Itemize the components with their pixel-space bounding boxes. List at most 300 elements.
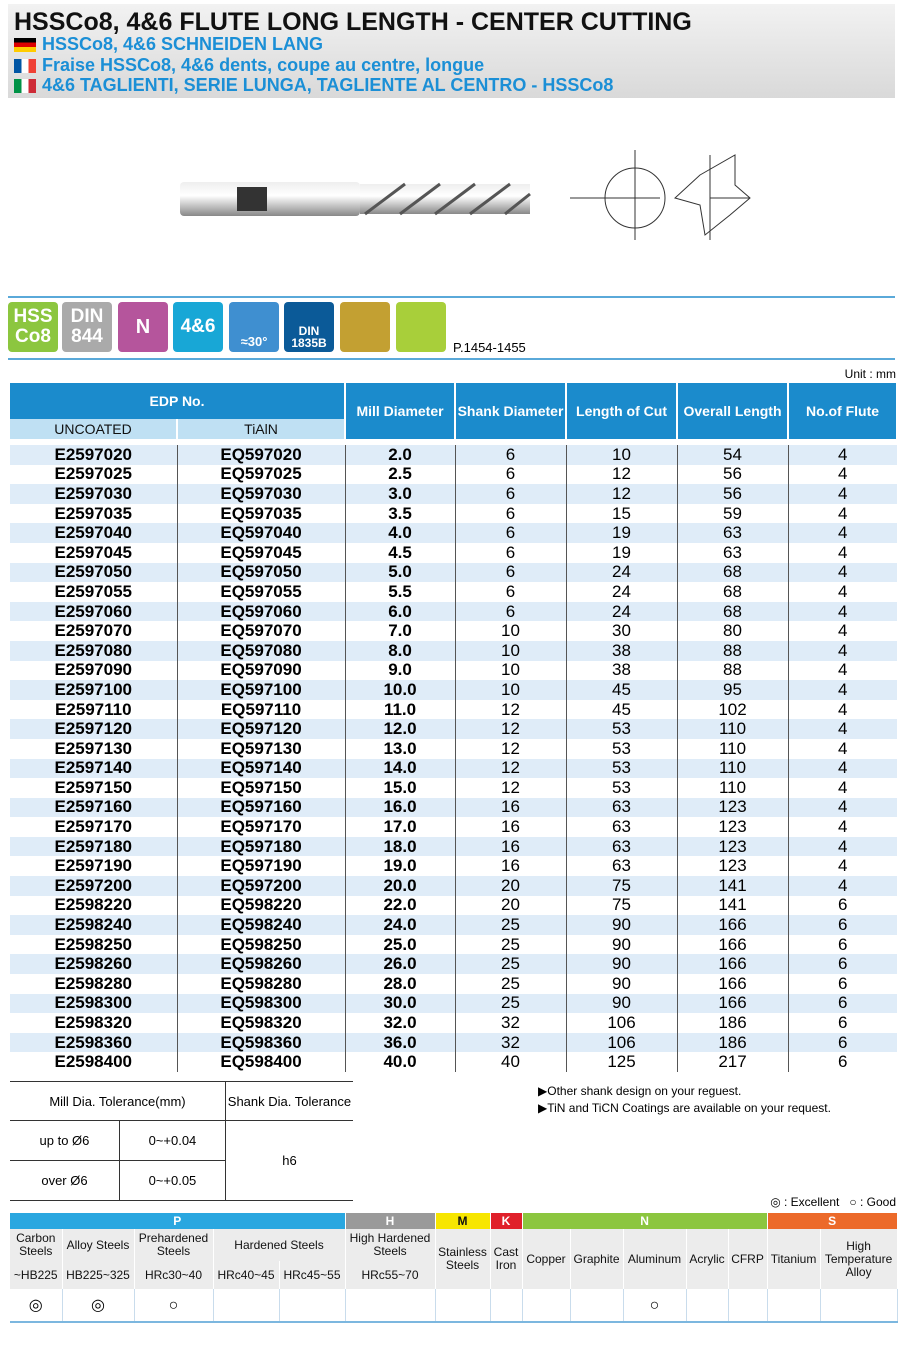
mill-diameter: 19.0 — [345, 856, 455, 876]
uncoated-edp: E2597060 — [10, 602, 177, 622]
uncoated-edp: E2598240 — [10, 915, 177, 935]
overall-length: 95 — [677, 680, 788, 700]
length-of-cut: 38 — [566, 661, 677, 681]
hardness: HRc55~70 — [345, 1261, 435, 1289]
subtitle-text: Fraise HSSCo8, 4&6 dents, coupe au centre, longue — [42, 55, 485, 75]
shank-diameter: 6 — [455, 543, 566, 563]
length-of-cut: 90 — [566, 954, 677, 974]
table-row — [10, 1013, 897, 1033]
shank-diameter: 10 — [455, 621, 566, 641]
table-row — [10, 661, 897, 681]
mill-diameter: 2.5 — [345, 465, 455, 485]
tolerance-value: 0~+0.04 — [119, 1121, 225, 1161]
flute-count: 4 — [788, 719, 897, 739]
flute-count: 6 — [788, 954, 897, 974]
mill-diameter-header: Mill Diameter — [345, 383, 455, 439]
uncoated-edp: E2598320 — [10, 1013, 177, 1033]
end-mill-illustration — [175, 140, 755, 250]
length-of-cut: 75 — [566, 876, 677, 896]
table-row — [10, 504, 897, 524]
note-text: Other shank design on your reguest. — [547, 1084, 742, 1098]
flute-count: 4 — [838, 464, 848, 484]
flute-count: 4 — [838, 777, 848, 797]
mill-diameter: 6.0 — [345, 602, 455, 622]
table-row — [10, 954, 897, 974]
length-of-cut: 53 — [566, 719, 677, 739]
tialn-edp: EQ598240 — [177, 915, 345, 935]
length-of-cut: 90 — [566, 915, 677, 935]
length-of-cut: 10 — [566, 445, 677, 465]
uncoated-edp: E2597050 — [10, 563, 177, 583]
shank-diameter: 6 — [455, 504, 566, 524]
shank-diameter: 16 — [455, 856, 566, 876]
length-of-cut: 53 — [566, 778, 677, 798]
tialn-edp: EQ597140 — [177, 759, 345, 779]
flute-count: 4 — [838, 738, 848, 758]
tialn-edp: EQ597020 — [177, 445, 345, 465]
tialn-edp: EQ598260 — [177, 954, 345, 974]
overall-length: 110 — [677, 778, 788, 798]
din-844-icon: DIN 844 — [62, 302, 112, 352]
overall-length: 141 — [677, 896, 788, 916]
mill-diameter: 5.5 — [345, 582, 455, 602]
uncoated-edp: E2598360 — [10, 1033, 177, 1053]
table-row — [10, 641, 897, 661]
shank-diameter: 6 — [455, 445, 566, 465]
tialn-edp: EQ598220 — [177, 896, 345, 916]
flute-count: 4 — [788, 484, 897, 504]
shank-diameter: 12 — [455, 700, 566, 720]
overall-length: 123 — [677, 798, 788, 818]
material-rating — [570, 1289, 623, 1322]
german-flag-icon — [14, 38, 36, 52]
tialn-edp: EQ598400 — [177, 1052, 345, 1072]
shank-diameter: 25 — [455, 915, 566, 935]
shank-diameter: 16 — [455, 798, 566, 818]
length-of-cut: 45 — [566, 700, 677, 720]
mill-diameter: 36.0 — [345, 1033, 455, 1053]
tialn-edp: EQ597030 — [177, 484, 345, 504]
tialn-edp: EQ597060 — [177, 602, 345, 622]
uncoated-edp: E2598400 — [10, 1052, 177, 1072]
overall-length: 110 — [677, 739, 788, 759]
shank-tolerance-header: Shank Dia. Tolerance — [225, 1082, 353, 1121]
note: ▶TiN and TiCN Coatings are available on your request. — [538, 1101, 831, 1115]
uncoated-edp: E2597110 — [10, 700, 177, 720]
tialn-edp: EQ597180 — [177, 837, 345, 857]
mill-diameter: 12.0 — [345, 719, 455, 739]
mill-diameter: 8.0 — [345, 641, 455, 661]
uncoated-edp: E2597140 — [10, 759, 177, 779]
uncoated-edp: E2597080 — [10, 641, 177, 661]
length-of-cut: 106 — [566, 1033, 677, 1053]
flute-count: 6 — [788, 994, 897, 1014]
material-rating — [522, 1289, 570, 1322]
overall-length: 166 — [677, 915, 788, 935]
shank-diameter: 32 — [455, 1033, 566, 1053]
tialn-edp: EQ598360 — [177, 1033, 345, 1053]
tolerance-range: up to Ø6 — [10, 1121, 119, 1161]
tialn-edp: EQ598250 — [177, 935, 345, 955]
material-rating — [686, 1289, 728, 1322]
mill-tolerance-header: Mill Dia. Tolerance(mm) — [10, 1082, 225, 1121]
flute-count: 4 — [838, 699, 848, 719]
slotting-icon — [396, 302, 446, 352]
table-row — [10, 1052, 897, 1072]
length-of-cut: 15 — [566, 504, 677, 524]
group-s: S — [767, 1213, 897, 1229]
tialn-edp: EQ597130 — [177, 739, 345, 759]
mill-diameter: 16.0 — [345, 798, 455, 818]
table-row — [10, 837, 897, 857]
mill-diameter: 9.0 — [345, 661, 455, 681]
shank-diameter: 25 — [455, 954, 566, 974]
shank-diameter: 12 — [455, 719, 566, 739]
overall-length: 141 — [677, 876, 788, 896]
tialn-edp: EQ598320 — [177, 1013, 345, 1033]
flute-count: 6 — [838, 895, 848, 915]
tialn-edp: EQ597035 — [177, 504, 345, 524]
overall-length: 123 — [677, 837, 788, 857]
uncoated-edp: E2598220 — [10, 896, 177, 916]
edp-header: EDP No. — [10, 383, 345, 419]
flute-count: 4 — [838, 817, 848, 837]
flute-count-icon: 4&6 — [173, 302, 223, 352]
material-rating — [767, 1289, 820, 1322]
shank-diameter: 16 — [455, 837, 566, 857]
shank-diameter: 12 — [455, 778, 566, 798]
uncoated-edp: E2598300 — [10, 994, 177, 1014]
mill-diameter: 20.0 — [345, 876, 455, 896]
flute-count: 4 — [788, 523, 897, 543]
flute-count: 4 — [788, 563, 897, 583]
shank-diameter: 25 — [455, 974, 566, 994]
length-of-cut: 125 — [566, 1052, 677, 1072]
material-rating: ○ — [134, 1289, 213, 1322]
material-rating — [490, 1289, 522, 1322]
table-row — [10, 759, 897, 779]
overall-length: 110 — [677, 759, 788, 779]
table-row — [10, 563, 897, 583]
overall-length: 80 — [677, 621, 788, 641]
divider — [8, 358, 895, 360]
material-label: Carbon Steels — [10, 1229, 62, 1261]
shank-diameter: 6 — [455, 602, 566, 622]
length-of-cut: 90 — [566, 994, 677, 1014]
note-text: TiN and TiCN Coatings are available on your request. — [547, 1101, 831, 1115]
uncoated-edp: E2597035 — [10, 504, 177, 524]
shank-diameter-header: Shank Diameter — [455, 383, 566, 439]
legend-excellent: ◎ : Excellent — [770, 1195, 840, 1209]
overall-length: 166 — [677, 954, 788, 974]
length-of-cut: 106 — [566, 1013, 677, 1033]
uncoated-edp: E2597190 — [10, 856, 177, 876]
subtitle-text: 4&6 TAGLIENTI, SERIE LUNGA, TAGLIENTE AL CENTRO - HSSCo8 — [42, 75, 614, 95]
material-rating — [728, 1289, 767, 1322]
overall-length: 166 — [677, 994, 788, 1014]
length-of-cut: 45 — [566, 680, 677, 700]
note: ▶Other shank design on your reguest. — [538, 1084, 742, 1098]
mill-diameter: 22.0 — [345, 896, 455, 916]
overall-length-header: Overall Length — [677, 383, 788, 439]
uncoated-edp: E2598260 — [10, 954, 177, 974]
table-row — [10, 1033, 897, 1053]
overall-length: 88 — [677, 661, 788, 681]
tolerance-value: 0~+0.05 — [119, 1161, 225, 1201]
tialn-edp: EQ597100 — [177, 680, 345, 700]
material-rating: ○ — [623, 1289, 686, 1322]
subtitle-de — [14, 34, 323, 55]
mill-diameter: 15.0 — [345, 778, 455, 798]
uncoated-edp: E2597020 — [10, 445, 177, 465]
mill-diameter: 4.5 — [345, 543, 455, 563]
group-p: P — [10, 1213, 345, 1229]
table-row — [10, 915, 897, 935]
overall-length: 56 — [677, 465, 788, 485]
flute-count: 4 — [788, 602, 897, 622]
tialn-edp: EQ597110 — [177, 700, 345, 720]
uncoated-edp: E2597040 — [10, 523, 177, 543]
flute-count: 4 — [838, 621, 848, 641]
shank-diameter: 6 — [455, 523, 566, 543]
overall-length: 123 — [677, 817, 788, 837]
shank-diameter: 40 — [455, 1052, 566, 1072]
material-rating: ◎ — [62, 1289, 134, 1322]
tialn-edp: EQ597090 — [177, 661, 345, 681]
tialn-edp: EQ598280 — [177, 974, 345, 994]
shank-tolerance-value: h6 — [225, 1121, 353, 1201]
mill-diameter: 32.0 — [345, 1013, 455, 1033]
overall-length: 217 — [677, 1052, 788, 1072]
length-of-cut: 19 — [566, 523, 677, 543]
title-bar — [8, 4, 895, 98]
table-row — [10, 621, 897, 641]
shank-diameter: 25 — [455, 935, 566, 955]
divider — [8, 296, 895, 298]
overall-length: 68 — [677, 582, 788, 602]
shank-diameter: 12 — [455, 759, 566, 779]
hardness: HRc40~45 — [213, 1261, 279, 1289]
overall-length: 68 — [677, 563, 788, 583]
uncoated-header: UNCOATED — [10, 419, 177, 439]
mill-diameter: 26.0 — [345, 954, 455, 974]
table-row — [10, 778, 897, 798]
notes — [538, 1083, 831, 1117]
length-of-cut: 75 — [566, 896, 677, 916]
overall-length: 110 — [677, 719, 788, 739]
overall-length: 68 — [677, 602, 788, 622]
uncoated-edp: E2597170 — [10, 817, 177, 837]
material-table — [10, 1213, 898, 1323]
flute-count: 4 — [838, 660, 848, 680]
tialn-edp: EQ597200 — [177, 876, 345, 896]
table-row — [10, 817, 897, 837]
italian-flag-icon — [14, 79, 36, 93]
table-row — [10, 876, 897, 896]
rating-legend — [770, 1195, 896, 1209]
material-label: Copper — [522, 1229, 570, 1289]
group-n: N — [522, 1213, 767, 1229]
overall-length: 166 — [677, 935, 788, 955]
tialn-edp: EQ597040 — [177, 523, 345, 543]
length-of-cut: 12 — [566, 465, 677, 485]
mill-diameter: 25.0 — [345, 935, 455, 955]
material-label: High Hardened Steels — [345, 1229, 435, 1261]
overall-length: 166 — [677, 974, 788, 994]
tolerance-table — [10, 1081, 353, 1201]
material-label: High Temperature Alloy — [820, 1229, 897, 1289]
uncoated-edp: E2597090 — [10, 661, 177, 681]
table-row — [10, 680, 897, 700]
length-of-cut: 53 — [566, 739, 677, 759]
length-of-cut: 63 — [566, 837, 677, 857]
group-m: M — [435, 1213, 490, 1229]
uncoated-edp: E2597180 — [10, 837, 177, 857]
hardness: HRc30~40 — [134, 1261, 213, 1289]
shank-diameter: 10 — [455, 661, 566, 681]
flute-count: 6 — [838, 1013, 848, 1033]
mill-diameter: 17.0 — [345, 817, 455, 837]
product-table — [10, 383, 898, 1072]
mill-diameter: 30.0 — [345, 994, 455, 1014]
shank-diameter: 20 — [455, 896, 566, 916]
flute-count-header: No.of Flute — [788, 383, 897, 439]
material-label: Cast Iron — [490, 1229, 522, 1289]
hardness: HB225~325 — [62, 1261, 134, 1289]
length-of-cut: 63 — [566, 817, 677, 837]
mill-diameter: 7.0 — [345, 621, 455, 641]
unit-label: Unit : mm — [844, 367, 896, 381]
flute-count: 6 — [838, 973, 848, 993]
shank-diameter: 6 — [455, 582, 566, 602]
mill-diameter: 24.0 — [345, 915, 455, 935]
overall-length: 102 — [677, 700, 788, 720]
overall-length: 123 — [677, 856, 788, 876]
flute-count: 4 — [788, 680, 897, 700]
uncoated-edp: E2598250 — [10, 935, 177, 955]
mill-diameter: 3.0 — [345, 484, 455, 504]
hardness: HRc45~55 — [279, 1261, 345, 1289]
material-label: Prehardened Steels — [134, 1229, 213, 1261]
material-rating — [435, 1289, 490, 1322]
length-of-cut: 90 — [566, 935, 677, 955]
shank-diameter: 6 — [455, 484, 566, 504]
mill-diameter: 4.0 — [345, 523, 455, 543]
tialn-edp: EQ597025 — [177, 465, 345, 485]
mill-diameter: 18.0 — [345, 837, 455, 857]
length-of-cut: 53 — [566, 759, 677, 779]
tialn-edp: EQ597160 — [177, 798, 345, 818]
tialn-edp: EQ598300 — [177, 994, 345, 1014]
uncoated-edp: E2597160 — [10, 798, 177, 818]
uncoated-edp: E2597130 — [10, 739, 177, 759]
table-row — [10, 896, 897, 916]
flute-count: 6 — [838, 1052, 848, 1072]
flute-count: 4 — [788, 798, 897, 818]
flute-count: 4 — [788, 445, 897, 465]
table-row — [10, 739, 897, 759]
mill-diameter: 10.0 — [345, 680, 455, 700]
flute-count: 6 — [838, 934, 848, 954]
shank-diameter: 16 — [455, 817, 566, 837]
subtitle-fr — [14, 55, 484, 76]
uncoated-edp: E2597070 — [10, 621, 177, 641]
table-row — [10, 856, 897, 876]
din-1835b-shank-icon: DIN 1835B — [284, 302, 334, 352]
length-of-cut: 63 — [566, 856, 677, 876]
overall-length: 59 — [677, 504, 788, 524]
flute-count: 4 — [838, 856, 848, 876]
material-rating — [345, 1289, 435, 1322]
material-rating — [213, 1289, 279, 1322]
hardness: ~HB225 — [10, 1261, 62, 1289]
overall-length: 186 — [677, 1033, 788, 1053]
shank-diameter: 10 — [455, 641, 566, 661]
center-cutting-icon — [340, 302, 390, 352]
flute-count: 6 — [788, 915, 897, 935]
page-reference: P.1454-1455 — [453, 340, 526, 355]
flute-count: 4 — [788, 876, 897, 896]
type-n-icon: N — [118, 302, 168, 352]
tialn-edp: EQ597070 — [177, 621, 345, 641]
tialn-edp: EQ597190 — [177, 856, 345, 876]
mill-diameter: 5.0 — [345, 563, 455, 583]
uncoated-edp: E2597120 — [10, 719, 177, 739]
table-row — [10, 465, 897, 485]
table-row — [10, 602, 897, 622]
length-of-cut-header: Length of Cut — [566, 383, 677, 439]
flute-count: 4 — [788, 759, 897, 779]
mill-diameter: 2.0 — [345, 445, 455, 465]
french-flag-icon — [14, 59, 36, 73]
mill-diameter: 3.5 — [345, 504, 455, 524]
length-of-cut: 38 — [566, 641, 677, 661]
length-of-cut: 24 — [566, 602, 677, 622]
length-of-cut: 24 — [566, 563, 677, 583]
uncoated-edp: E2597055 — [10, 582, 177, 602]
length-of-cut: 12 — [566, 484, 677, 504]
flute-count: 6 — [788, 1033, 897, 1053]
tolerance-range: over Ø6 — [10, 1161, 119, 1201]
legend-good: ○ : Good — [849, 1195, 896, 1209]
tialn-edp: EQ597120 — [177, 719, 345, 739]
overall-length: 56 — [677, 484, 788, 504]
table-row — [10, 582, 897, 602]
uncoated-edp: E2597200 — [10, 876, 177, 896]
mill-diameter: 14.0 — [345, 759, 455, 779]
group-k: K — [490, 1213, 522, 1229]
overall-length: 63 — [677, 523, 788, 543]
page-title: HSSCo8, 4&6 FLUTE LONG LENGTH - CENTER CUTTING — [14, 8, 692, 36]
material-label: Hardened Steels — [213, 1229, 345, 1261]
shank-diameter: 6 — [455, 465, 566, 485]
flute-count: 4 — [788, 837, 897, 857]
flute-count: 4 — [838, 581, 848, 601]
table-row — [10, 935, 897, 955]
mill-diameter: 11.0 — [345, 700, 455, 720]
mill-diameter: 40.0 — [345, 1052, 455, 1072]
tialn-edp: EQ597055 — [177, 582, 345, 602]
overall-length: 88 — [677, 641, 788, 661]
length-of-cut: 63 — [566, 798, 677, 818]
helix-angle-icon: ≈30° — [229, 302, 279, 352]
uncoated-edp: E2597150 — [10, 778, 177, 798]
material-rating — [279, 1289, 345, 1322]
tialn-edp: EQ597150 — [177, 778, 345, 798]
shank-diameter: 20 — [455, 876, 566, 896]
table-row — [10, 994, 897, 1014]
length-of-cut: 19 — [566, 543, 677, 563]
